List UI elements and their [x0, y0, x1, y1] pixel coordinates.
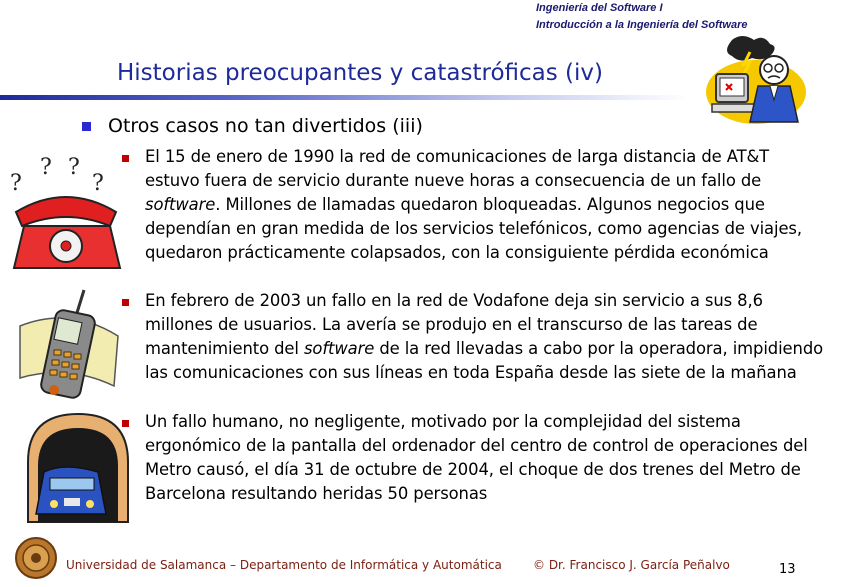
list-item — [145, 145, 825, 265]
course-name: Ingeniería del Software I — [536, 2, 663, 14]
svg-text:?: ? — [10, 171, 22, 196]
angry-computer-user-icon — [698, 34, 808, 126]
page-title: Historias preocupantes y catastróficas (iv) — [117, 60, 603, 86]
footer-author: © Dr. Francisco J. García Peñalvo — [533, 558, 730, 572]
svg-text:?: ? — [92, 171, 104, 196]
item-emphasis: software — [145, 195, 216, 214]
course-subtitle: Introducción a la Ingeniería del Software — [536, 19, 748, 31]
title-underline — [0, 95, 690, 100]
item-text: de la red llevadas a cabo por la operadora, impidiendo las comunicaciones con sus líneas en toda España desde las siete de la mañana — [145, 339, 824, 382]
list-item — [145, 410, 825, 506]
footer-university: Universidad de Salamanca – Departamento de Informática y Automática — [66, 558, 502, 572]
item-text: El 15 de enero de 1990 la red de comunicaciones de larga distancia de AT&T estuvo fuera de servicio durante nueve horas a consecuencia de un fallo de — [145, 147, 770, 190]
level1-bullet — [82, 122, 91, 131]
metro-train-icon — [24, 412, 132, 524]
svg-text:?: ? — [68, 155, 80, 180]
list-item — [145, 289, 825, 385]
svg-text:?: ? — [40, 155, 52, 180]
level1-text: Otros casos no tan divertidos (iii) — [108, 115, 423, 137]
item-text: En febrero de 2003 un fallo en la red de Vodafone deja sin servicio a sus 8,6 millones de usuarios. La avería se produjo en el transcurso de las tareas de mantenimiento del — [145, 291, 763, 358]
mobile-phone-icon — [14, 286, 124, 404]
item-emphasis: software — [303, 339, 375, 358]
university-seal-icon — [14, 536, 58, 580]
ringing-phone-icon — [4, 150, 130, 276]
page-number: 13 — [779, 562, 796, 577]
item-text: Un fallo humano, no negligente, motivado por la complejidad del sistema ergonómico de la pantalla del ordenador del centro de control de operaciones del Metro causó, el día 31 de octubre de 2004, el choque de dos trenes del Metro de Barcelona resultando heridas 50 personas — [145, 412, 808, 503]
item-text: . Millones de llamadas quedaron bloqueadas. Algunos negocios que dependían en gran medida de los servicios telefónicos, como agencias de viajes, quedaron prácticamente colapsados, con la consiguiente pérdida económica — [145, 195, 802, 262]
